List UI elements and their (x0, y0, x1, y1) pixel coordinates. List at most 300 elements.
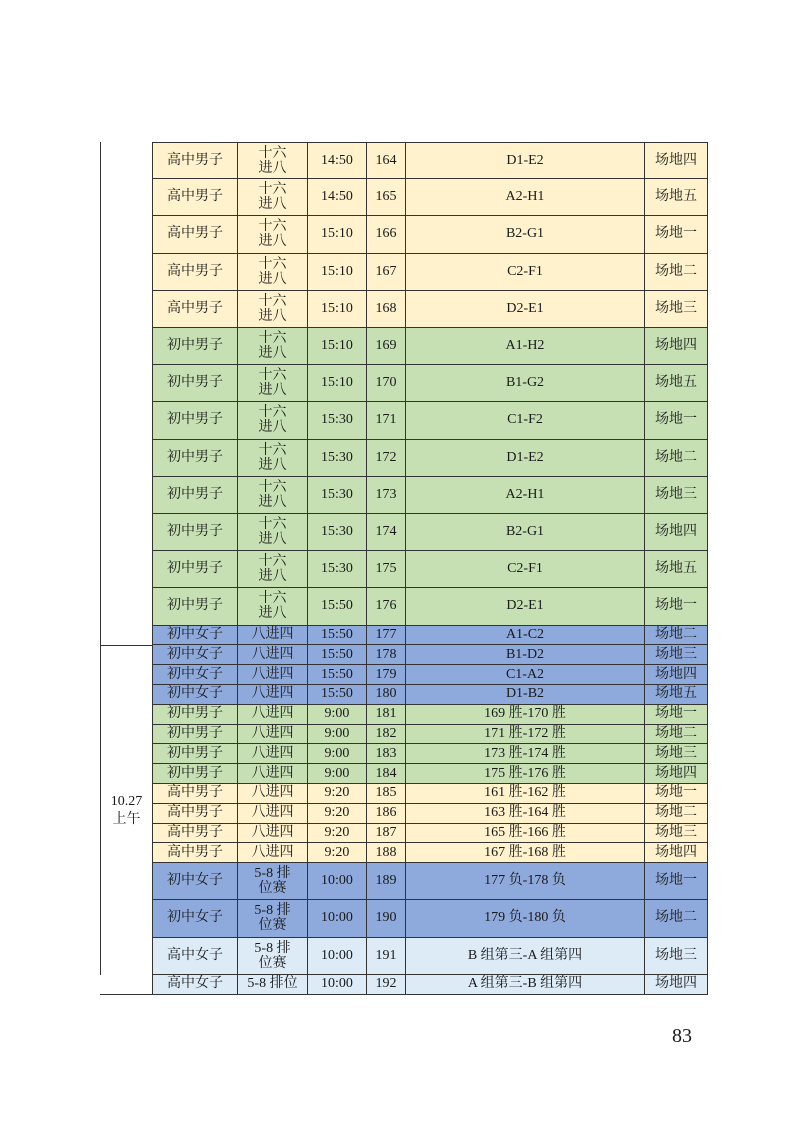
match-cell (406, 440, 645, 477)
venue-cell-text: 场地三 (655, 745, 697, 761)
time-cell (308, 843, 367, 863)
match-cell (406, 843, 645, 863)
match-cell-text: A2-H1 (505, 486, 545, 502)
time-cell (308, 588, 367, 625)
number-cell (367, 179, 406, 216)
time-cell-text: 9:00 (324, 745, 350, 761)
round-cell (238, 685, 308, 705)
round-cell-text: 八进四 (251, 824, 294, 840)
round-cell-text: 八进四 (251, 646, 294, 662)
round-cell (238, 665, 308, 685)
match-cell-text: B 组第三-A 组第四 (467, 947, 583, 963)
round-cell (238, 179, 308, 216)
time-cell (308, 725, 367, 745)
group-cell-text: 高中男子 (167, 844, 223, 860)
number-cell-text: 180 (375, 686, 397, 702)
match-cell (406, 514, 645, 551)
number-cell-text: 187 (375, 824, 397, 840)
number-cell-text: 173 (375, 486, 397, 502)
number-cell-text: 171 (375, 412, 397, 428)
time-cell (308, 975, 367, 995)
venue-cell (645, 365, 708, 402)
group-cell (152, 784, 238, 804)
number-cell-text: 175 (375, 561, 397, 577)
match-cell-text: 173 胜-174 胜 (484, 745, 566, 761)
group-cell (152, 254, 238, 291)
round-cell (238, 291, 308, 328)
number-cell (367, 645, 406, 665)
venue-cell-text: 场地四 (655, 152, 697, 168)
venue-cell (645, 254, 708, 291)
time-cell (308, 863, 367, 900)
group-cell-text: 高中男子 (167, 785, 223, 801)
date-label: 10.27 上午 (110, 793, 143, 827)
match-cell (406, 291, 645, 328)
match-cell (406, 328, 645, 365)
venue-cell (645, 824, 708, 844)
venue-cell-text: 场地二 (655, 725, 697, 741)
group-cell (152, 588, 238, 625)
match-cell (406, 216, 645, 253)
round-cell-text: 八进四 (251, 666, 294, 682)
number-cell (367, 843, 406, 863)
group-cell (152, 179, 238, 216)
number-cell (367, 254, 406, 291)
time-cell (308, 764, 367, 784)
time-cell (308, 291, 367, 328)
number-cell (367, 784, 406, 804)
time-cell (308, 402, 367, 439)
round-cell (238, 705, 308, 725)
venue-cell (645, 179, 708, 216)
round-cell-text: 十六进八 (258, 479, 287, 510)
number-cell (367, 705, 406, 725)
venue-cell-text: 场地四 (655, 666, 697, 682)
venue-cell-text: 场地四 (655, 338, 697, 354)
time-cell-text: 15:30 (321, 412, 353, 428)
number-cell (367, 626, 406, 646)
number-cell-text: 169 (375, 338, 397, 354)
group-cell (152, 328, 238, 365)
round-cell (238, 645, 308, 665)
venue-cell-text: 场地一 (655, 873, 697, 889)
group-cell-text: 初中女子 (167, 686, 223, 702)
number-cell-text: 183 (375, 745, 397, 761)
group-cell (152, 824, 238, 844)
match-cell-text: A1-H2 (505, 338, 545, 354)
round-cell (238, 365, 308, 402)
match-cell (406, 402, 645, 439)
venue-cell (645, 804, 708, 824)
round-cell-text: 八进四 (251, 725, 294, 741)
number-cell (367, 665, 406, 685)
match-cell (406, 804, 645, 824)
time-cell (308, 142, 367, 179)
time-cell (308, 824, 367, 844)
match-cell-text: 171 胜-172 胜 (484, 725, 566, 741)
time-cell (308, 477, 367, 514)
number-cell (367, 551, 406, 588)
group-cell-text: 高中男子 (167, 824, 223, 840)
round-cell-text: 5-8 排位赛 (254, 940, 291, 971)
group-cell-text: 初中男子 (167, 449, 223, 465)
venue-cell-text: 场地二 (655, 449, 697, 465)
match-cell (406, 900, 645, 937)
match-cell-text: A1-C2 (505, 626, 545, 642)
match-cell-text: D2-E1 (506, 598, 544, 614)
number-cell (367, 365, 406, 402)
round-cell-text: 十六进八 (258, 442, 287, 473)
time-cell (308, 900, 367, 937)
number-cell-text: 170 (375, 375, 397, 391)
group-cell-text: 初中男子 (167, 375, 223, 391)
match-cell-text: 169 胜-170 胜 (484, 706, 566, 722)
time-cell (308, 254, 367, 291)
number-cell-text: 184 (375, 765, 397, 781)
time-cell (308, 514, 367, 551)
round-cell-text: 十六进八 (258, 591, 287, 622)
round-cell (238, 254, 308, 291)
time-cell (308, 328, 367, 365)
match-cell (406, 824, 645, 844)
time-cell-text: 9:00 (324, 706, 350, 722)
round-cell (238, 804, 308, 824)
venue-cell (645, 685, 708, 705)
venue-cell (645, 142, 708, 179)
match-cell (406, 365, 645, 402)
match-cell-text: B1-G2 (505, 375, 545, 391)
time-cell (308, 551, 367, 588)
group-cell (152, 665, 238, 685)
match-cell (406, 764, 645, 784)
venue-cell (645, 440, 708, 477)
round-cell-text: 八进四 (251, 805, 294, 821)
round-cell-text: 十六进八 (258, 405, 287, 436)
group-cell (152, 863, 238, 900)
round-cell (238, 551, 308, 588)
time-cell-text: 15:30 (321, 449, 353, 465)
match-cell-text: B2-G1 (505, 524, 545, 540)
venue-cell (645, 514, 708, 551)
group-cell-text: 高中男子 (167, 226, 223, 242)
venue-cell (645, 626, 708, 646)
time-cell (308, 784, 367, 804)
round-cell-text: 5-8 排位赛 (254, 866, 291, 897)
number-cell-text: 166 (375, 226, 397, 242)
venue-cell-text: 场地四 (655, 524, 697, 540)
number-cell (367, 764, 406, 784)
time-cell-text: 14:50 (321, 189, 353, 205)
time-cell-text: 9:20 (324, 844, 350, 860)
match-cell-text: C1-F2 (507, 412, 543, 428)
number-cell-text: 192 (375, 976, 397, 992)
venue-cell-text: 场地二 (655, 626, 697, 642)
group-cell (152, 626, 238, 646)
round-cell-text: 八进四 (251, 706, 294, 722)
time-cell-text: 10:00 (321, 976, 353, 992)
number-cell-text: 182 (375, 725, 397, 741)
round-cell-text: 5-8 排位 (247, 976, 298, 992)
time-cell-text: 15:50 (321, 626, 353, 642)
round-cell-text: 八进四 (251, 785, 294, 801)
group-cell-text: 初中男子 (167, 561, 223, 577)
round-cell (238, 843, 308, 863)
venue-cell (645, 744, 708, 764)
venue-cell (645, 938, 708, 975)
round-cell (238, 784, 308, 804)
number-cell-text: 179 (375, 666, 397, 682)
round-cell-text: 八进四 (251, 626, 294, 642)
time-cell-text: 9:20 (324, 805, 350, 821)
group-cell-text: 初中男子 (167, 524, 223, 540)
match-cell (406, 254, 645, 291)
time-cell-text: 9:00 (324, 765, 350, 781)
match-cell-text: A2-H1 (505, 189, 545, 205)
time-cell (308, 685, 367, 705)
group-cell (152, 216, 238, 253)
group-cell (152, 365, 238, 402)
number-cell-text: 164 (375, 152, 397, 168)
time-cell (308, 804, 367, 824)
match-cell (406, 179, 645, 216)
group-cell (152, 477, 238, 514)
number-cell-text: 172 (375, 449, 397, 465)
match-cell (406, 744, 645, 764)
number-cell (367, 216, 406, 253)
venue-cell-text: 场地五 (655, 375, 697, 391)
number-cell (367, 514, 406, 551)
match-cell-text: 161 胜-162 胜 (484, 785, 566, 801)
match-cell (406, 626, 645, 646)
venue-cell (645, 784, 708, 804)
round-cell (238, 900, 308, 937)
match-cell-text: C1-A2 (505, 666, 545, 682)
time-cell (308, 938, 367, 975)
venue-cell (645, 900, 708, 937)
time-cell-text: 15:50 (321, 666, 353, 682)
round-cell-text: 八进四 (251, 745, 294, 761)
date-cell (100, 645, 152, 974)
venue-cell-text: 场地五 (655, 561, 697, 577)
venue-cell-text: 场地一 (655, 706, 697, 722)
group-cell (152, 142, 238, 179)
match-cell-text: D2-E1 (506, 300, 544, 316)
match-cell-text: 163 胜-164 胜 (484, 805, 566, 821)
group-cell-text: 高中男子 (167, 189, 223, 205)
venue-cell (645, 863, 708, 900)
number-cell-text: 191 (375, 947, 397, 963)
number-cell-text: 189 (375, 873, 397, 889)
group-cell (152, 705, 238, 725)
round-cell (238, 863, 308, 900)
round-cell (238, 440, 308, 477)
match-cell (406, 938, 645, 975)
number-cell (367, 440, 406, 477)
time-cell-text: 15:30 (321, 486, 353, 502)
round-cell-text: 十六进八 (258, 331, 287, 362)
group-cell-text: 初中男子 (167, 338, 223, 354)
number-cell (367, 744, 406, 764)
venue-cell-text: 场地三 (655, 947, 697, 963)
group-cell (152, 514, 238, 551)
venue-cell-text: 场地三 (655, 824, 697, 840)
time-cell-text: 15:50 (321, 686, 353, 702)
number-cell-text: 190 (375, 910, 397, 926)
group-cell (152, 843, 238, 863)
number-cell (367, 328, 406, 365)
match-cell-text: 167 胜-168 胜 (484, 844, 566, 860)
match-cell (406, 551, 645, 588)
match-cell (406, 588, 645, 625)
venue-cell-text: 场地三 (655, 646, 697, 662)
match-cell-text: 175 胜-176 胜 (484, 765, 566, 781)
round-cell (238, 216, 308, 253)
time-cell (308, 179, 367, 216)
round-cell-text: 八进四 (251, 686, 294, 702)
number-cell (367, 588, 406, 625)
time-cell-text: 9:00 (324, 725, 350, 741)
match-cell (406, 975, 645, 995)
round-cell (238, 477, 308, 514)
match-cell-text: 177 负-178 负 (484, 873, 566, 889)
round-cell (238, 514, 308, 551)
group-cell (152, 804, 238, 824)
group-cell (152, 551, 238, 588)
match-cell (406, 784, 645, 804)
match-cell (406, 725, 645, 745)
venue-cell (645, 551, 708, 588)
venue-cell-text: 场地一 (655, 226, 697, 242)
venue-cell (645, 645, 708, 665)
round-cell (238, 402, 308, 439)
venue-cell (645, 665, 708, 685)
round-cell-text: 八进四 (251, 765, 294, 781)
match-cell-text: D1-B2 (505, 686, 545, 702)
round-cell (238, 626, 308, 646)
number-cell (367, 142, 406, 179)
match-cell (406, 863, 645, 900)
venue-cell-text: 场地五 (655, 686, 697, 702)
time-cell (308, 440, 367, 477)
venue-cell (645, 725, 708, 745)
venue-cell-text: 场地四 (655, 765, 697, 781)
group-cell (152, 764, 238, 784)
venue-cell-text: 场地二 (655, 263, 697, 279)
number-cell (367, 804, 406, 824)
group-cell-text: 初中女子 (167, 910, 223, 926)
venue-cell-text: 场地五 (655, 189, 697, 205)
number-cell (367, 291, 406, 328)
number-cell-text: 177 (375, 626, 397, 642)
round-cell (238, 975, 308, 995)
venue-cell-text: 场地三 (655, 486, 697, 502)
group-cell (152, 744, 238, 764)
group-cell-text: 初中女子 (167, 626, 223, 642)
table-bottom-rule (100, 994, 152, 995)
round-cell (238, 328, 308, 365)
venue-cell (645, 216, 708, 253)
group-cell-text: 高中女子 (167, 976, 223, 992)
group-cell-text: 高中男子 (167, 263, 223, 279)
group-cell-text: 高中男子 (167, 152, 223, 168)
match-cell (406, 685, 645, 705)
round-cell (238, 938, 308, 975)
group-cell-text: 高中女子 (167, 947, 223, 963)
time-cell-text: 15:10 (321, 226, 353, 242)
round-cell-text: 十六进八 (258, 293, 287, 324)
number-cell-text: 167 (375, 263, 397, 279)
round-cell (238, 588, 308, 625)
round-cell-text: 十六进八 (258, 219, 287, 250)
group-cell-text: 初中男子 (167, 486, 223, 502)
match-cell-text: A 组第三-B 组第四 (467, 976, 583, 992)
number-cell (367, 863, 406, 900)
group-cell-text: 初中男子 (167, 745, 223, 761)
group-cell-text: 初中男子 (167, 412, 223, 428)
match-cell-text: C2-F1 (507, 561, 543, 577)
number-cell-text: 185 (375, 785, 397, 801)
venue-cell-text: 场地一 (655, 598, 697, 614)
venue-cell-text: 场地二 (655, 910, 697, 926)
time-cell-text: 10:00 (321, 873, 353, 889)
venue-cell (645, 402, 708, 439)
venue-cell (645, 477, 708, 514)
number-cell (367, 938, 406, 975)
group-cell-text: 初中男子 (167, 765, 223, 781)
venue-cell-text: 场地二 (655, 805, 697, 821)
venue-cell-text: 场地一 (655, 785, 697, 801)
group-cell-text: 初中男子 (167, 706, 223, 722)
time-cell-text: 15:10 (321, 338, 353, 354)
time-cell-text: 9:20 (324, 785, 350, 801)
number-cell (367, 725, 406, 745)
round-cell (238, 725, 308, 745)
time-cell-text: 15:10 (321, 300, 353, 316)
group-cell (152, 291, 238, 328)
group-cell-text: 初中女子 (167, 873, 223, 889)
date-cell (100, 142, 152, 645)
time-cell (308, 744, 367, 764)
number-cell (367, 900, 406, 937)
match-cell (406, 477, 645, 514)
round-cell-text: 十六进八 (258, 145, 287, 176)
round-cell (238, 824, 308, 844)
number-cell-text: 168 (375, 300, 397, 316)
match-cell-text: C2-F1 (507, 263, 543, 279)
venue-cell (645, 705, 708, 725)
number-cell-text: 176 (375, 598, 397, 614)
group-cell-text: 初中男子 (167, 598, 223, 614)
venue-cell-text: 场地四 (655, 844, 697, 860)
number-cell (367, 402, 406, 439)
time-cell-text: 15:10 (321, 263, 353, 279)
group-cell (152, 725, 238, 745)
number-cell-text: 181 (375, 706, 397, 722)
match-cell (406, 645, 645, 665)
round-cell-text: 十六进八 (258, 256, 287, 287)
time-cell (308, 645, 367, 665)
venue-cell (645, 588, 708, 625)
time-cell-text: 15:10 (321, 375, 353, 391)
round-cell (238, 764, 308, 784)
time-cell-text: 9:20 (324, 824, 350, 840)
time-cell (308, 705, 367, 725)
round-cell-text: 十六进八 (258, 368, 287, 399)
group-cell (152, 900, 238, 937)
time-cell-text: 15:50 (321, 646, 353, 662)
round-cell-text: 十六进八 (258, 554, 287, 585)
round-cell (238, 744, 308, 764)
